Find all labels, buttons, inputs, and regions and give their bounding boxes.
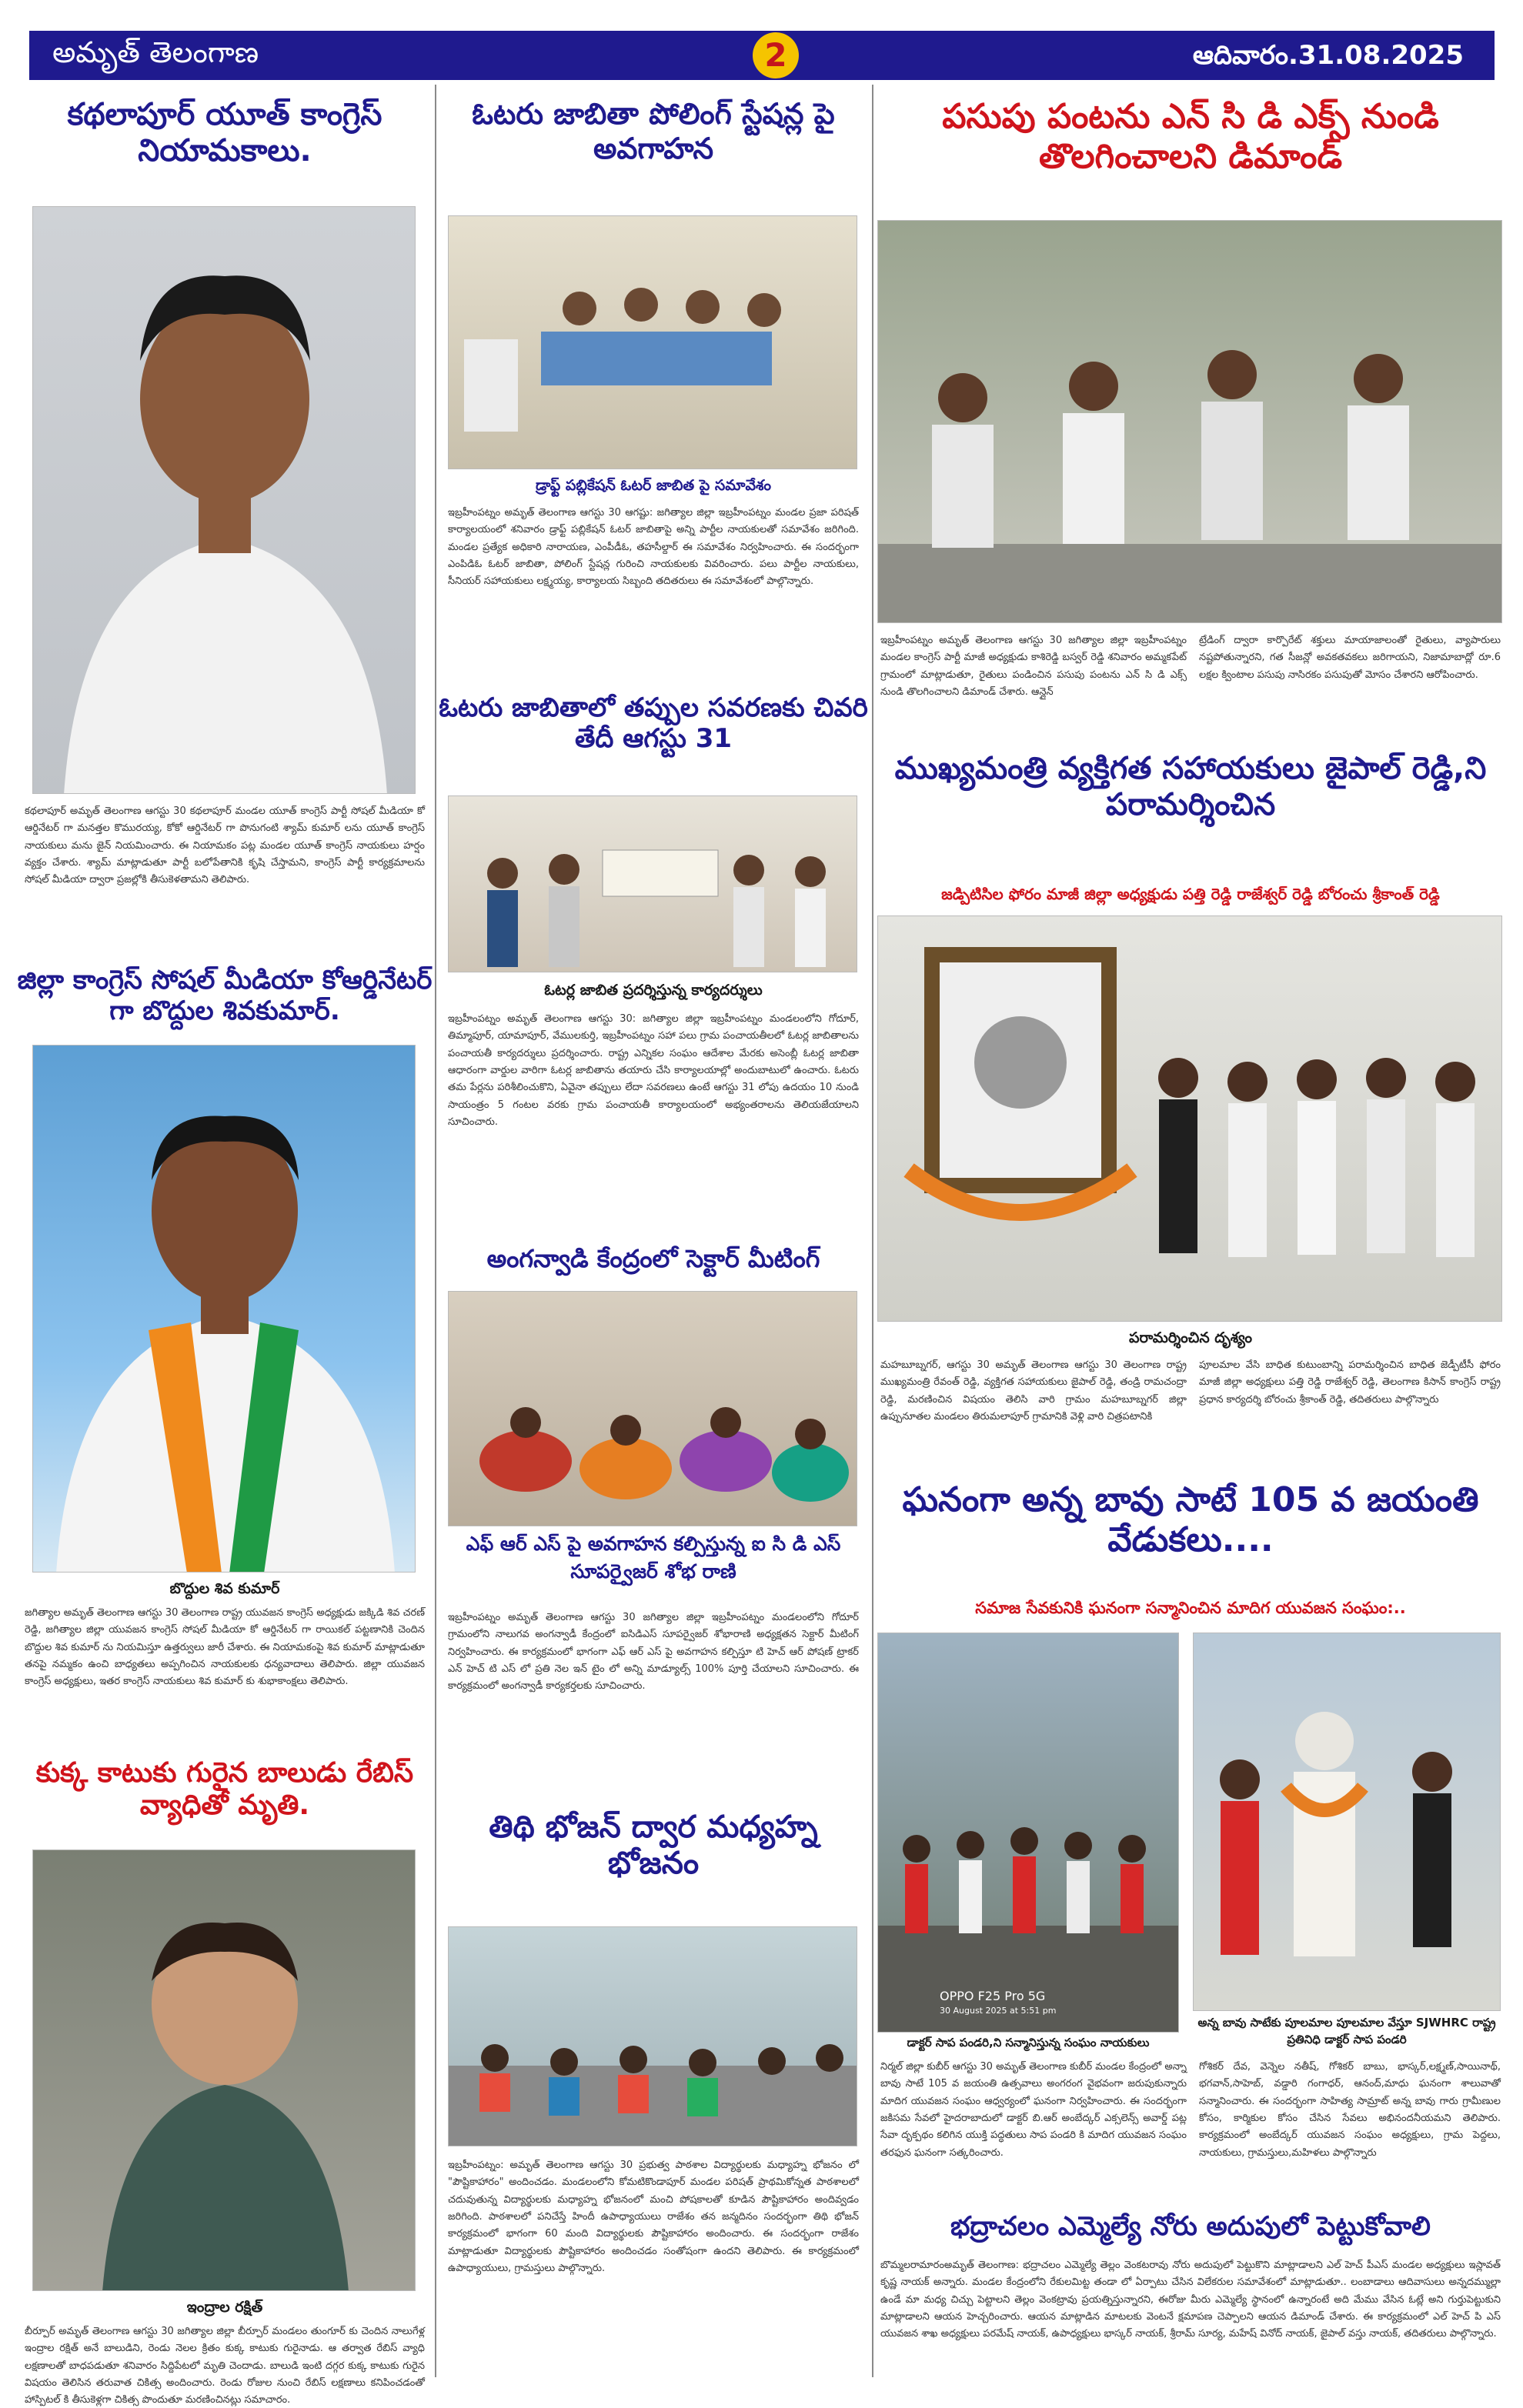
headline-voter-list: ఓటరు జాబితా పోలింగ్ స్టేషన్ల పై అవగాహన [472,97,835,165]
article-body-right: గోశికర్ దేవ, వెన్నెల నతీష్, గోశికర్ బాబు, భాస్కర్,లక్ష్మణ్,సాయినాథ్, భగవాన్,సాహెబ్, వడ్డారి గంగాధర్, ఆనంద్,మాధు ఘనంగా శాలువాతో సన్మానించారు. ఈ సందర్భంగా సాహిత్య సామ్రాట్ అన్న బావు గారు గ్రామీణుల కోసం, కార్మికుల కోసం చేసిన సేవలు అభినందనీయమని తెలిపారు. కార్యక్రమంలో అంబేద్కర్ యువజన సంఘం అధ్యక్షులు, గ్రామ పెద్దలు, నాయకులు, గ్రామస్తులు,మహిళలు పాల్గొన్నారు [1199,2061,1501,2159]
caption-statue: అన్న బావు సాటేకు పూలమాల పూలమాల వేస్తూ SJWHRC రాష్ట్ర ప్రతినిధి డాక్టర్ సాప పండరి [1197,2016,1496,2046]
article-body: బీర్పూర్ అమృత్ తెలంగాణ ఆగస్టు 30 జగిత్యాల జిల్లా బీర్పూర్ మండలం తుంగూర్ కు చెందిన నాలుగేళ్ల ఇంద్రాల రక్షిత్ అనే బాలుడిని, రెండు నెలల క్రితం కుక్క కాటుకు గురైనాడు. ఆ తర్వాత రేబిస్ వ్యాధి లక్షణాలతో బాధపడుతూ శనివారం సిద్దిపేటలో మృతి చెందాడు. బాలుడి ఇంటి దగ్గర కుక్క కాటుకు గురైన విషయం తెలిసిన తరువాత చికిత్స అందించారు. రెండు రోజుల నుంచి రేబిస్ లక్షణాలు కనిపించడంతో హాస్పిటల్ కి తీసుకెళ్లగా చికిత్స పొందుతూ మరణించినట్లు సమాచారం. [25,2326,425,2406]
subhead-madiga: సమాజ సేవకునికి ఘనంగా సన్మానించిన మాదిగ యువజన సంఘం:.. [975,1599,1406,1617]
portrait-child-icon [33,1850,416,2291]
photo-statue [1193,1633,1501,2011]
portrait-tribute-icon [878,916,1502,1322]
article-body: ఇబ్రహీంపట్నం: అమృత్ తెలంగాణ ఆగస్టు 30 ప్రభుత్వ పాఠశాల విద్యార్థులకు మధ్యాహ్న భోజనం లో "పౌష్టికాహారం" అందించడం. మండలంలోని కోమటికొండాపూర్ మండల పరిషత్ ప్రాథమికోన్నత పాఠశాలలో చదువుతున్న విద్యార్థులకు మధ్యాహ్న భోజనంలో మంచి పోషకాలతో కూడిన పౌష్టికాహారం అందివ్వడం జరిగింది. పాఠశాలలో పనిచేస్తే హిందీ ఉపాధ్యాయులు రాజేశం తన జన్మదినం సందర్భంగా తిథి భోజన్ కార్యక్రమంలో భాగంగా 60 మంది విద్యార్థులకు పౌష్టికాహారం అందించారు. ఈ సందర్భంగా రాజేశం మాట్లాడుతూ విద్యార్థులకు పౌష్టికాహారం అందించడం సంతోషంగా ఉందని తెలిపారు. ఈ కార్యక్రమంలో ఉపాధ్యాయులు, గ్రామస్తులు పాల్గొన్నారు. [448,2160,859,2275]
portrait-man-icon [33,207,416,794]
headline-youth-congress: కథలాపూర్ యూత్ కాంగ్రెస్ నియామకాలు. [67,97,382,169]
photo-turmeric-meeting [877,220,1502,623]
masthead [29,31,1495,80]
article-body-left: ఇబ్రహీంపట్నం అమృత్ తెలంగాణ ఆగస్టు 30 జగిత్యాల జిల్లా ఇబ్రహీంపట్నం మండల కాంగ్రెస్ పార్టీ మాజీ అధ్యక్షుడు కాశిరెడ్డి బస్వర్ రెడ్డి శనివారం అమ్మకపేట్ గ్రామంలో మాట్లాడుతూ, రైతులు పండించిన పసుపు పంటను ఎన్ సి డి ఎక్స్ నుండి తొలగించాలని డిమాండ్ చేశారు. ఆన్లైన్ [880,635,1187,699]
article-body-right: ట్రేడింగ్ ద్వారా కార్పొరేట్ శక్తులు మాయాజాలంతో రైతులు, వ్యాపారులు నష్టపోతున్నారని, గత సీజన్లో అవకతవకలు జరిగాయని, నిజామాబాద్లో రూ.6 లక్షల క్వింటాల పసుపు నాసిరకం పసుపుతో మోసం చేశారని ఆరోపించారు. [1199,635,1501,681]
headline-rabies: కుక్క కాటుకు గురైన బాలుడు రేబిస్ వ్యాధితో మృతి. [35,1757,414,1822]
column-right [876,80,1505,2393]
children-eating-icon [449,1927,857,2146]
photo-anganwadi [448,1291,857,1526]
men-seated-icon [878,221,1502,623]
crowd-felicitation-icon [878,1633,1179,2033]
photo-child [32,1849,416,2291]
page-number: 2 [753,32,799,78]
group-people-icon [449,796,857,972]
headline-mid-day-meal: తిథి భోజన్ ద్వార మధ్యహ్న భోజనం [489,1809,818,1882]
photo-stamp: OPPO F25 Pro 5G [940,1989,1046,2003]
masthead-title: అమృత్ తెలంగాణ [52,35,259,69]
article-body-left: నిర్మల్ జిల్లా కుబీర్ ఆగస్టు 30 అమృత్ తెలంగాణ కుబీర్ మండల కేంద్రంలో అన్నా బావు సాటే 105 వ జయంతి ఉత్సవాలు అంగరంగ వైభవంగా జరుపుకున్నారు మాదిగ యువజన సంఘం ఆధ్వర్యంలో ఘనంగా నిర్వహించారు. ఈ సందర్భంగా జకిసమ సేవలో హైదరాబాదులో డాక్టర్ బి.ఆర్ అంబేద్కర్ ఎక్సలెన్స్ అవార్డ్ పట్ల సేవా దృక్పథం కలిగిన యుక్తి పద్ధతులు సాప పండరి కి మాదిగ యువజన సంఘం తరఫున ఘనంగా సత్కరించారు. [880,2061,1187,2159]
column-middle [439,80,868,2393]
headline-voter-correction: ఓటరు జాబితాలో తప్పుల సవరణకు చివరి తేదీ ఆగస్టు 31 [439,692,868,755]
subhead-forum: జడ్పిటిసిల ఫోరం మాజీ జిల్లా అధ్యక్షుడు పత్తి రెడ్డి రాజేశ్వర్ రెడ్డి బోరంచు శ్రీకాంత్ రెడ్డి [941,885,1440,903]
caption-felicitation: డాక్టర్ సాప పండరి,ని సన్మానిస్తున్న సంఘం నాయకులు [907,2036,1150,2049]
headline-social-media: జిల్లా కాంగ్రెస్ సోషల్ మీడియా కోఆర్డినేటర్ గా బొద్దుల శివకుమార్. [17,965,433,1027]
photo-stamp-date: 30 August 2025 at 5:51 pm [940,2006,1057,2016]
headline-bhadrachalam: భద్రాచలం ఎమ్మెల్యే నోరు అదుపులో పెట్టుకోవాలి [950,2211,1431,2242]
headline-condolence: ముఖ్యమంత్రి వ్యక్తిగత సహాయకులు జైపాల్ రెడ్డి,ని పరామర్శించిన [894,751,1487,823]
column-divider [872,85,873,2377]
caption-sivakumar: బొద్దుల శివ కుమార్ [169,1580,280,1597]
article-body: ఇబ్రహీంపట్నం అమృత్ తెలంగాణ ఆగస్టు 30 ఆగష్టు: జగిత్యాల జిల్లా ఇబ్రహీంపట్నం మండల ప్రజా పరిషత్ కార్యాలయంలో శనివారం డ్రాఫ్ట్ పబ్లికేషన్ ఓటర్ జాబితాపై అన్ని పార్టీల నాయకులతో సమావేశం జరిగింది. మండల ప్రత్యేక అధికారి నారాయణ, ఎంపీడీఓ, తహసీల్దార్ ఈ సమావేశం నిర్వహించారు. ఈ సందర్భంగా ఎంపిడిఓ ఓటర్ జాబితా, పోలింగ్ స్టేషన్ల గురించి నాయకులకు వివరించారు. పలు పార్టీల నాయకులు, సీనియర్ సహాయకులు లక్ష్మయ్య, కార్యాలయ సిబ్బంది తదితరులు ఈ సమావేశంలో పాల్గొన్నారు. [448,507,859,588]
photo-condolence [877,916,1502,1322]
caption-meeting: డ్రాఫ్ట్ పబ్లికేషన్ ఓటర్ జాబిత పై సమావేశం [535,477,772,494]
column-left [17,80,433,2406]
article-body-right: పూలమాల వేసి బాధిత కుటుంబాన్ని పరామర్శించిన బాధిత జెడ్పీటీసీ ఫోరం మాజీ జిల్లా అధ్యక్షులు పత్తి రెడ్డి రాజేశ్వర్ రెడ్డి, తెలంగాణ కిసాన్ కాంగ్రెస్ రాష్ట్ర ప్రధాన కార్యదర్శి బోరంచు శ్రీకాంత్ రెడ్డి, తదితరులు పాల్గొన్నారు [1199,1359,1501,1406]
article-body: ఇబ్రహీంపట్నం అమృత్ తెలంగాణ ఆగస్టు 30 జగిత్యాల జిల్లా ఇబ్రహీంపట్నం మండలంలోని గోదూర్ గ్రామంలోని నాలుగవ అంగన్వాడీ కేంద్రంలో ఐసిడిఎస్ సూపర్వైజర్ శోభారాణి అధ్యక్షతన సెక్టార్ మీటింగ్ నిర్వహించారు. ఈ కార్యక్రమంలో భాగంగా ఎఫ్ ఆర్ ఎస్ పై అవగాహన కల్పిస్తూ టి హెచ్ ఆర్ పోషణ్ ట్రాకర్ ఎన్ హెచ్ టి ఎస్ లో ప్రతి నెల ఇన్ టైం లో అన్ని మాడ్యూల్స్ 100% పూర్తి చేయాలని సూచించారు. ఈ కార్యక్రమంలో అంగన్వాడీ కార్యకర్తలకు సూచించారు. [448,1612,859,1693]
article-body: బొమ్మలరామారంఅమృత్ తెలంగాణ: భద్రాచలం ఎమ్మెల్యే తెల్లం వెంకటరావు నోరు అదుపులో పెట్టుకొని మాట్లాడాలని ఎల్ హెచ్ పీఎస్ మండల అధ్యక్షులు ఇస్లావత్ కృష్ణ నాయక్ అన్నారు. మండల కేంద్రంలోని రేకులమిట్ట తండా లో ఏర్పాటు చేసిన విలేకరుల సమావేశంలో మాట్లాడుతూ.. లంబాడాలు ఆదివాసులు అన్నదమ్ముల్లా ఉండే మా మధ్య చిచ్చు పెట్టాలని తెల్లం వెంకట్రావు ప్రయత్నిస్తున్నారని, ఈరోజు మీరు ఎమ్మెల్యే స్థానంలో ఉన్నారంటే అది మేము వేసిన ఓట్లే అని గుర్తుపెట్టుకుని మాట్లాడాలని ఆయన హెచ్చరించారు. ఆయన మాట్లాడిన మాటలకు వెంటనే క్షమాపణ చెప్పాలని ఆయన డిమాండ్ చేశారు. ఈ కార్యక్రమంలో ఎల్ హెచ్ పి ఎస్ యువజన శాఖ అధ్యక్షులు పరమేష్ నాయక్, ఉపాధ్యక్షులు భాస్కర్ నాయక్, శ్రీరామ్ సూర్య, మహేష్ వినోద్ నాయక్, జైపాల్ వస్తు నాయక్, తదితరులు పాల్గొన్నారు. [880,2260,1501,2340]
article-body: ఇబ్రహీంపట్నం అమృత్ తెలంగాణ ఆగస్టు 30: జగిత్యాల జిల్లా ఇబ్రహీంపట్నం మండలంలోని గోదూర్, తిమ్మాపూర్, యామాపూర్, వేములకుర్తి, ఇబ్రహీంపట్నం సహా పలు గ్రామ పంచాయతీలలో ఓటర్ల జాబితాలను పంచాయతీ కార్యదర్శులు ప్రదర్శించారు. రాష్ట్ర ఎన్నికల సంఘం ఆదేశాల మేరకు అసెంబ్లీ ఓటర్ల జాబితా ఆధారంగా వార్డుల వారిగా ఓటర్ల జాబితాను తయారు చేసి కార్యాలయాల్లో అందుబాటులో ఉంచారు. ఓటరు తమ పేర్లను పరిశీలించుకొని, ఏవైనా తప్పులు లేదా సవరణలు ఉంటే ఆగస్టు 31 లోపు ఉదయం 10 నుండి సాయంత్రం 5 గంటల వరకు గ్రామ పంచాయతీ కార్యాలయంలో అభ్యంతరాలను తెలియజేయాలని సూచించారు. [448,1013,859,1129]
women-seated-icon [449,1292,857,1526]
caption-condolence: పరామర్శించిన దృశ్యం [1129,1329,1252,1346]
masthead-date: ఆదివారం.31.08.2025 [1192,40,1464,71]
article-body: జగిత్యాల అమృత్ తెలంగాణ ఆగస్టు 30 తెలంగాణ రాష్ట్ర యువజన కాంగ్రెస్ అధ్యక్షుడు జక్కిడి శివ చరణ్ రెడ్డి, జగిత్యాల జిల్లా యువజన కాంగ్రెస్ సోషల్ మీడియా కో ఆర్డినేటర్ గా రాయికల్ పట్టణానికి చెందిన బొద్దుల శివ కుమార్ ను నియమిస్తూ ఉత్తర్వులు జారీ చేశారు. ఈ నియామకంపై శివ కుమార్ మాట్లాడుతూ తనపై నమ్మకం ఉంచి బాధ్యతలు అప్పగించిన నాయకులకు ధన్యవాదాలు తెలిపారు. జిల్లా యువజన కాంగ్రెస్ అధ్యక్షులు, ఇతర కాంగ్రెస్ నాయకులు శివ కుమార్ కు శుభాకాంక్షలు తెలిపారు. [25,1607,425,1688]
meeting-room-icon [449,216,857,469]
photo-secretaries [448,795,857,972]
article-body: కథలాపూర్ అమృత్ తెలంగాణ ఆగస్టు 30 కథలాపూర్ మండల యూత్ కాంగ్రెస్ పార్టీ సోషల్ మీడియా కో ఆర్డినేటర్ గా మనత్తల కొమురయ్య, కోకో ఆర్డినేటర్ గా పొనుగంటి శ్యామ్ కుమార్ లను యూత్ కాంగ్రెస్ నాయకులు మను జైన్ నియమించారు. ఈ నియామకం పట్ల మండల యూత్ కాంగ్రెస్ నాయకులు హర్షం వ్యక్తం చేశారు. శ్యామ్ మాట్లాడుతూ పార్టీ బలోపేతానికి కృషి చేస్తామని, కాంగ్రెస్ పార్టీ కార్యక్రమాలను సోషల్ మీడియా ద్వారా ప్రజల్లోకి తీసుకెళతామని తెలిపారు. [25,805,425,886]
portrait-man-scarf-icon [33,1046,416,1573]
photo-meeting [448,215,857,469]
caption-child: ఇంద్రాల రక్షిత్ [186,2299,263,2316]
article-body-left: మహబూబ్నగర్, ఆగస్టు 30 అమృత్ తెలంగాణ ఆగస్టు 30 తెలంగాణ రాష్ట్ర ముఖ్యమంత్రి రేవంత్ రెడ్డి, వ్యక్తిగత సహాయకులు జైపాల్ రెడ్డి, తండ్రి రామచంద్రా రెడ్డి, మరణించిన విషయం తెలిసి వారి గ్రామం మహబూబ్నగర్ జిల్లా ఉప్పునూతల మండలం తిరుమలాపూర్ గ్రామానికి వెళ్లి వారి చిత్రపటానికి [880,1359,1187,1423]
photo-youth-congress [32,206,416,794]
statue-icon [1194,1633,1501,2011]
caption-secretaries: ఓటర్ల జాబిత ప్రదర్శిస్తున్న కార్యదర్శులు [544,982,763,999]
headline-jayanthi: ఘనంగా అన్న బావు సాటే 105 వ జయంతి వేడుకలు.... [902,1480,1479,1559]
photo-felicitation [877,1633,1179,2033]
column-divider [435,85,436,2377]
headline-turmeric: పసుపు పంటను ఎన్ సి డి ఎక్స్ నుండి తొలగించాలని డిమాండ్ [942,97,1439,176]
headline-anganwadi: అంగన్వాడి కేంద్రంలో సెక్టార్ మీటింగ్ [486,1244,820,1273]
photo-mid-day-meal [448,1926,857,2146]
subhead-frs: ఎఫ్ ఆర్ ఎస్ పై అవగాహన కల్పిస్తున్న ఐ సి డి ఎస్ సూపర్వైజర్ శోభ రాణి [466,1533,841,1583]
photo-sivakumar [32,1045,416,1573]
